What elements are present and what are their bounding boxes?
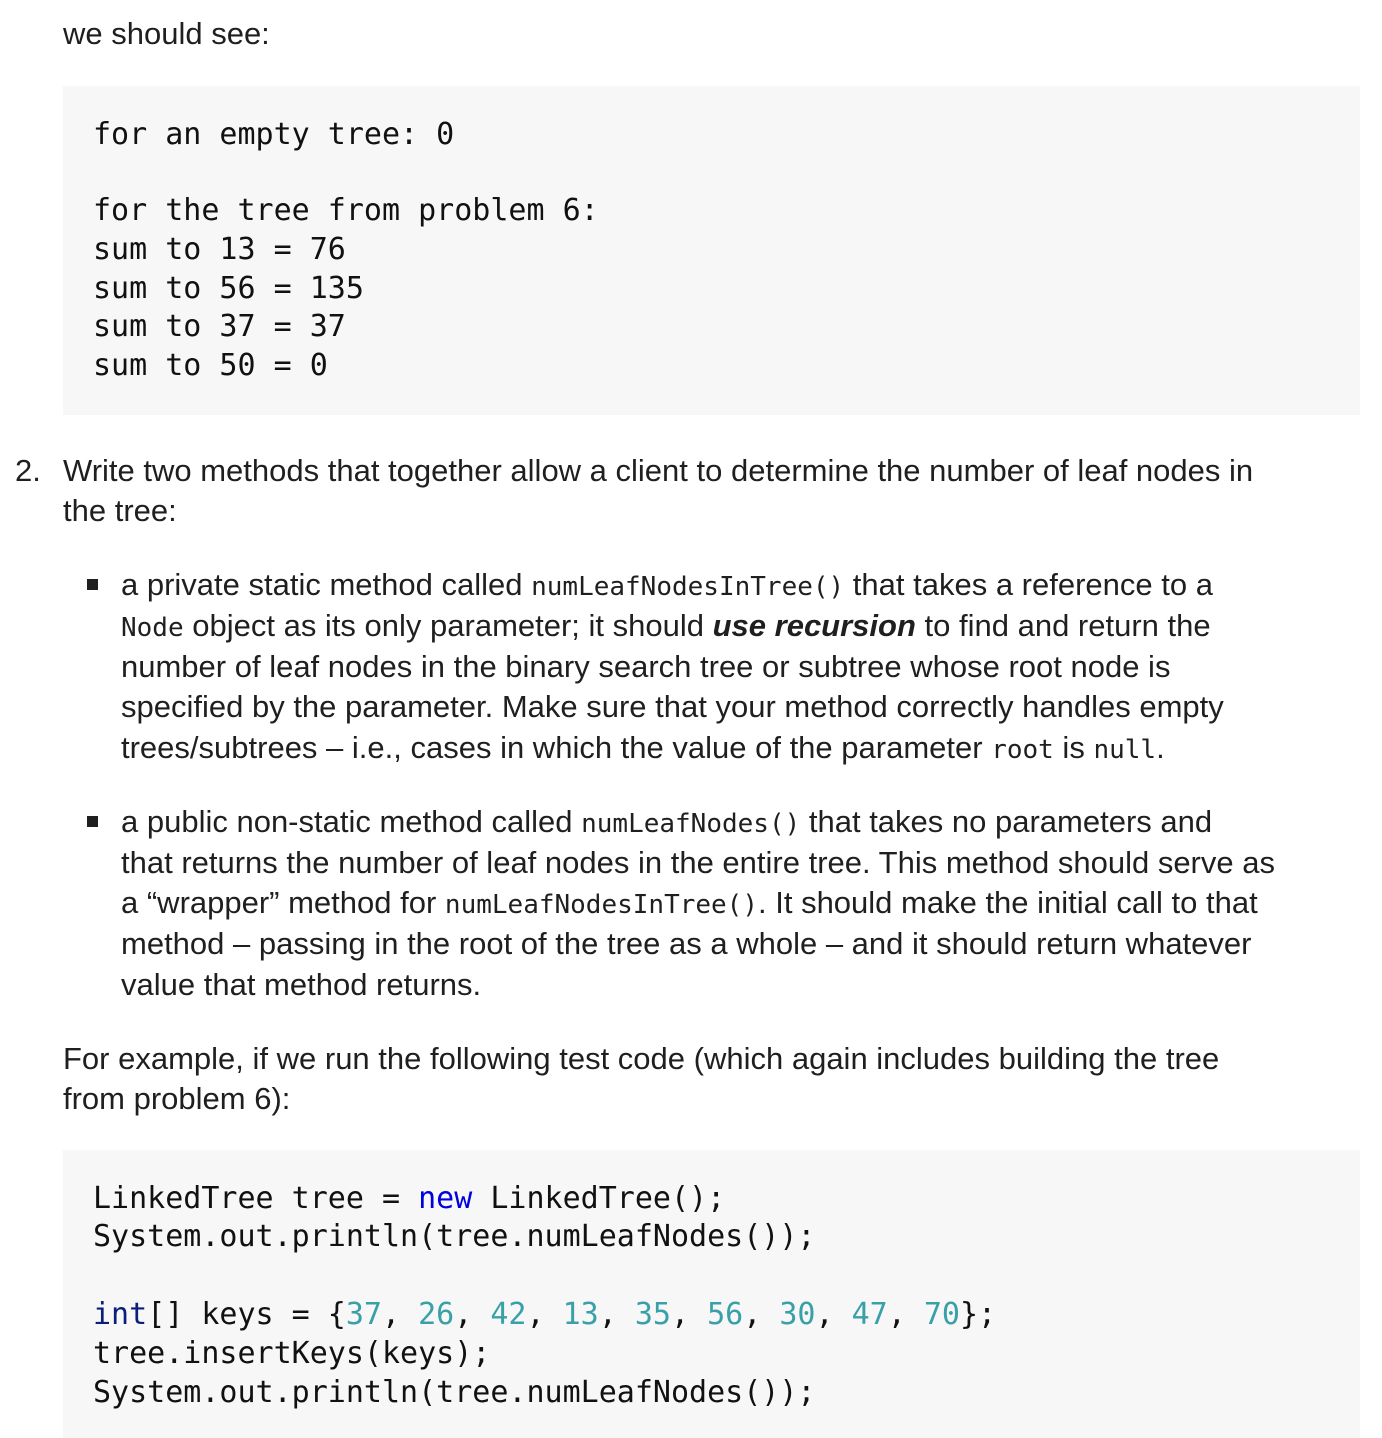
number-literal: 47: [851, 1297, 888, 1332]
code-line: [93, 1296, 996, 1334]
text: a private static method called: [121, 567, 532, 602]
problem-text-line: the tree:: [63, 493, 177, 528]
expected-output-block: [63, 86, 1360, 415]
bullet1-line: number of leaf nodes in the binary search tree or subtree whose root node is: [121, 649, 1171, 684]
bullet2-line: [121, 883, 1258, 925]
bullet2-line: [121, 802, 1212, 844]
code-text: };: [960, 1297, 997, 1332]
code-method-name: numLeafNodesInTree(): [531, 572, 845, 602]
number-literal: 26: [418, 1297, 455, 1332]
number-literal: 56: [707, 1297, 744, 1332]
output-line: sum to 56 = 135: [93, 271, 364, 306]
code-line: System.out.println(tree.numLeafNodes());: [93, 1219, 816, 1254]
output-line: sum to 37 = 37: [93, 309, 346, 344]
emphasis: use recursion: [712, 608, 916, 643]
text: trees/subtrees – i.e., cases in which the value of the parameter: [121, 730, 992, 765]
separator: ,: [815, 1297, 852, 1332]
output-line: sum to 50 = 0: [93, 348, 328, 383]
text: that takes a reference to a: [844, 567, 1213, 602]
code-null: null: [1093, 735, 1157, 765]
test-code-block: [63, 1150, 1360, 1438]
code-method-name: numLeafNodes(): [581, 809, 801, 839]
text: is: [1053, 730, 1094, 765]
separator: ,: [526, 1297, 563, 1332]
keys-list: [346, 1297, 960, 1332]
code-param: root: [991, 735, 1054, 765]
separator: ,: [382, 1297, 419, 1332]
text: a public non-static method called: [121, 804, 582, 839]
text: a “wrapper” method for: [121, 885, 445, 920]
bullet2-line: value that method returns.: [121, 967, 482, 1002]
bullet-marker: [87, 579, 98, 590]
code-line: [93, 1180, 725, 1218]
output-line: for the tree from problem 6:: [93, 193, 599, 228]
keyword-int: int: [93, 1297, 148, 1332]
separator: ,: [887, 1297, 924, 1332]
number-literal: 42: [490, 1297, 527, 1332]
bullet1-line: [121, 728, 1165, 770]
code-class-name: Node: [121, 613, 184, 643]
number-literal: 13: [562, 1297, 599, 1332]
bullet1-line: [121, 606, 1211, 648]
text: object as its only parameter; it should: [183, 608, 713, 643]
bullet1-line: [121, 565, 1213, 607]
bullet1-line: specified by the parameter. Make sure that your method correctly handles empty: [121, 689, 1224, 724]
keyword-new: new: [418, 1181, 473, 1216]
output-line: for an empty tree: 0: [93, 117, 455, 152]
example-text-line: For example, if we run the following test code (which again includes building the tree: [63, 1041, 1220, 1076]
code-line: System.out.println(tree.numLeafNodes());: [93, 1375, 816, 1410]
number-literal: 30: [779, 1297, 816, 1332]
example-text-line: from problem 6):: [63, 1081, 291, 1116]
bullet-marker: [87, 816, 98, 827]
problem-number: 2.: [15, 453, 41, 488]
problem-text-line: Write two methods that together allow a client to determine the number of leaf nodes in: [63, 453, 1254, 488]
separator: ,: [454, 1297, 491, 1332]
number-literal: 37: [345, 1297, 382, 1332]
number-literal: 70: [923, 1297, 960, 1332]
code-method-name: numLeafNodesInTree(): [444, 890, 758, 920]
code-line: tree.insertKeys(keys);: [93, 1336, 491, 1371]
output-line: sum to 13 = 76: [93, 232, 346, 267]
number-literal: 35: [634, 1297, 671, 1332]
text: to find and return the: [915, 608, 1211, 643]
bullet2-line: that returns the number of leaf nodes in the entire tree. This method should serve as: [121, 845, 1275, 880]
separator: ,: [598, 1297, 635, 1332]
text: . It should make the initial call to that: [758, 885, 1258, 920]
text: .: [1156, 730, 1165, 765]
separator: ,: [743, 1297, 780, 1332]
separator: ,: [671, 1297, 708, 1332]
code-text: LinkedTree();: [472, 1181, 726, 1216]
code-text: LinkedTree tree =: [93, 1181, 419, 1216]
text: that takes no parameters and: [800, 804, 1213, 839]
code-text: [] keys = {: [147, 1297, 346, 1332]
intro-text: we should see:: [63, 16, 270, 51]
bullet2-line: method – passing in the root of the tree as a whole – and it should return whatever: [121, 926, 1252, 961]
